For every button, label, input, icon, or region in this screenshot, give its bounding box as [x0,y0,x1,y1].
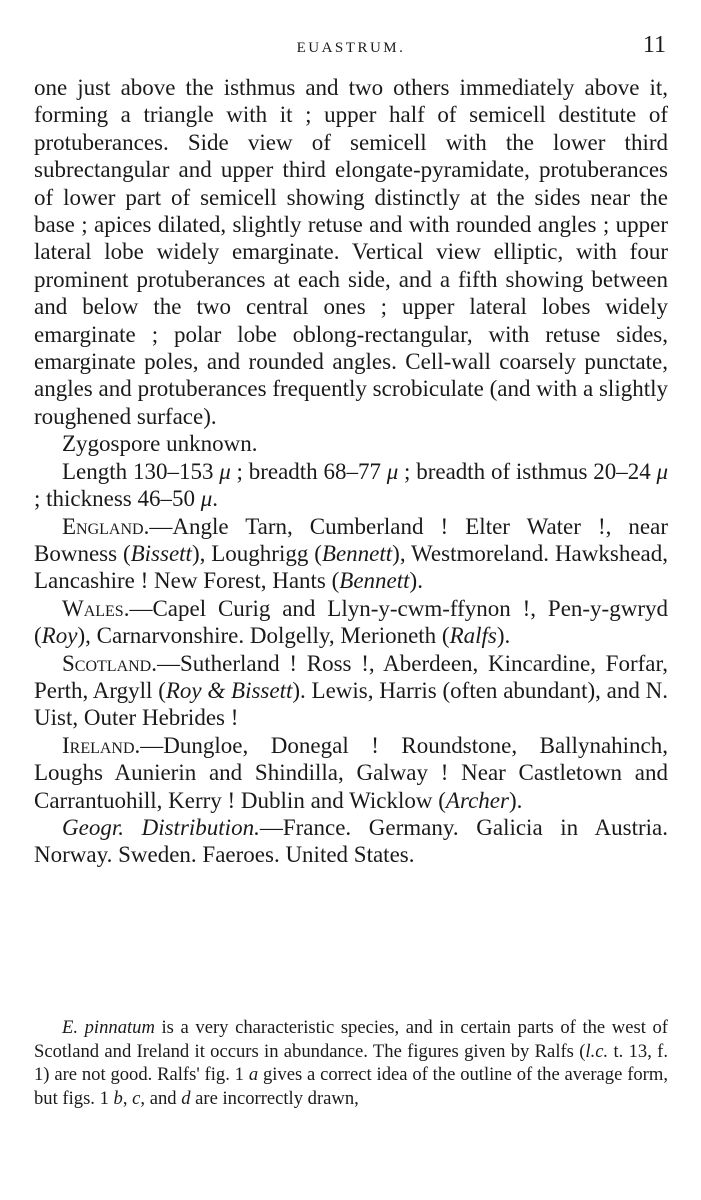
ireland-text: ). [508,787,523,813]
england-text: ), Loughrigg ( [191,540,322,566]
england-text: ). [409,568,423,594]
ireland-text: —Dungloe, Donegal ! Roundstone, Ballynahinch, Loughs Aunierin and Shindilla, Galway ! Near Castletown and Carrantuohill, Kerry ! Dublin and Wicklow ( [34,732,668,813]
thickness-value: 46–50 [137,486,195,512]
scotland-text: ). Lewis, Harris (often abundant), and N. Uist, Outer Hebrides ! [34,677,669,731]
collector-name: Roy & Bissett [165,677,293,703]
breadth-unit: μ [386,458,399,484]
figure-letter: b [113,1087,123,1109]
note-text: gives a correct idea of the outline of the average form, but figs. 1 [34,1064,668,1109]
wales-text: —Capel Curig and Llyn-y-cwm-ffynon !, Pen-y-gwryd ( [34,595,668,649]
note-text: , and [140,1087,182,1109]
isthmus-unit: μ [656,458,669,484]
wales-text: ). [496,623,511,649]
ireland-label: Ireland. [62,732,141,758]
geographical-distribution-text: —France. Germany. Galicia in Austria. Norway. Sweden. Faeroes. United States. [34,814,668,868]
figure-letter: a [248,1064,259,1085]
page-number: 11 [642,32,666,58]
note-paragraph [34,1016,668,1110]
collector-name: Roy [41,623,78,649]
collector-name: Bennett [321,540,393,566]
length-label: Length [62,458,128,484]
england-text: ), Westmoreland. Hawkshead, Lancashire ! New Forest, Hants ( [34,540,668,594]
wales-label: Wales. [62,595,130,621]
note-text: are incorrectly drawn, [190,1087,359,1109]
scotland-text: —Sutherland ! Ross !, Aberdeen, Kincardine, Forfar, Perth, Argyll ( [34,650,668,703]
page-header [34,32,668,68]
note-text: , [122,1087,133,1109]
breadth-value: 68–77 [323,458,381,484]
england-paragraph [34,513,668,595]
geographical-distribution-paragraph [34,814,668,869]
collector-name: Archer [445,787,509,813]
species-name: E. pinnatum [62,1017,155,1038]
breadth-label: breadth [248,458,318,484]
wales-paragraph [34,595,668,650]
thickness-unit: μ [200,486,213,512]
wales-text: ), Carnarvonshire. Dolgelly, Merioneth ( [77,623,450,649]
description-paragraph: one just above the isthmus and two others immediately above it, forming a triangle with it ; upper half of semicell destitute of protuberances. Side view of semicell with the lower third subrectangular and upper third elongate-pyramidate, protuberances of lower part of semicell showing distinctly at the sides near the base ; apices dilated, slightly retuse and with rounded angles ; upper lateral lobe widely emarginate. Vertical view elliptic, with four prominent protuberances at each side, and a fifth showing between and below the two central ones ; upper lateral lobes widely emarginate ; polar lobe oblong-rectangular, with retuse sides, emarginate poles, and rounded angles. Cell-wall coarsely punctate, angles and protuberances frequently scrobiculate (and with a slightly roughened surface). [34,75,668,429]
measurements-paragraph: Length 130–153 μ ; breadth 68–77 μ ; breadth of isthmus 20–24 μ ; thickness 46–50 μ. [34,458,669,512]
england-label: England. [62,513,150,539]
running-title: EUASTRUM. [296,40,406,56]
note-text: is a very characteristic species, and in certain parts of the west of Scotland and Ireland it occurs in abundance. The figures given by Ralfs ( [34,1017,668,1062]
note-text: t. 13, f. 1) are not good. Ralfs' fig. 1 [34,1040,668,1085]
isthmus-value: 20–24 [593,458,651,484]
ireland-paragraph [34,732,668,814]
isthmus-label: breadth of isthmus [416,458,588,484]
zygospore-paragraph: Zygospore unknown. [62,431,258,457]
length-value: 130–153 [132,458,214,484]
scotland-paragraph [34,650,668,732]
collector-name: Bennett [339,568,410,594]
collector-name: Bissett [130,540,192,566]
figure-letter: c [132,1087,141,1109]
species-note [34,1016,668,1110]
reference-abbrev: l.c. [585,1040,609,1062]
length-unit: μ [219,458,231,484]
figure-letter: d [181,1087,191,1109]
england-text: —Angle Tarn, Cumberland ! Elter Water !, near Bowness ( [34,513,668,566]
main-text [34,74,668,869]
scotland-label: Scotland. [62,650,157,676]
geographical-distribution-label: Geogr. Distribution. [62,814,260,840]
collector-name: Ralfs [449,623,497,649]
thickness-label: thickness [46,486,132,512]
